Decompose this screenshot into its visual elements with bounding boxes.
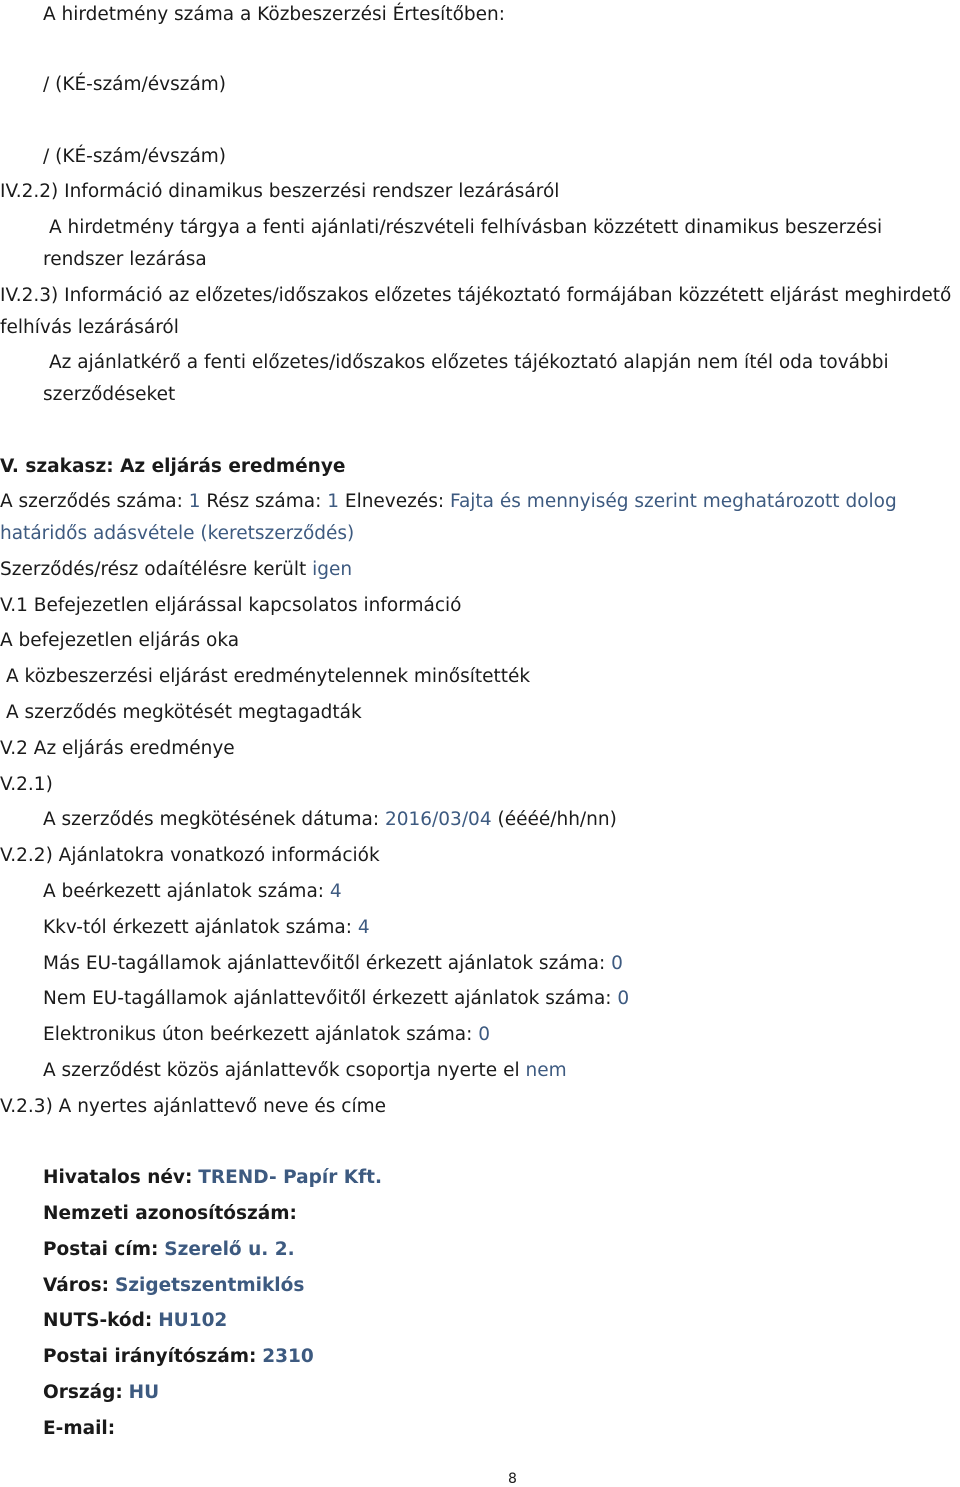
ke-reference: / (KÉ-szám/évszám): [43, 74, 227, 95]
ke-reference: / (KÉ-szám/évszám): [43, 146, 227, 167]
contract-date-label: A szerződés megkötésének dátuma:: [43, 809, 380, 830]
refused-option: A szerződés megkötését megtagadták: [6, 702, 362, 723]
eu-offers-line: [43, 955, 623, 974]
contract-info-line: [0, 493, 897, 512]
v2-3-heading: V.2.3) A nyertes ajánlattevő neve és címe: [0, 1096, 387, 1117]
nuts-value: HU102: [158, 1310, 228, 1331]
national-id-line: [43, 1205, 297, 1224]
nuts-line: [43, 1312, 227, 1331]
notice-number-label: A hirdetmény száma a Közbeszerzési Értesítőben:: [43, 4, 505, 25]
v2-1-label: V.2.1): [0, 774, 53, 795]
page-number: 8: [508, 1471, 517, 1487]
city-label: Város:: [43, 1275, 110, 1296]
eu-offers-label: Más EU-tagállamok ajánlattevőitől érkezett ajánlatok száma:: [43, 953, 606, 974]
part-number-label: Rész száma:: [206, 491, 322, 512]
unsuccessful-option: A közbeszerzési eljárást eredménytelennek minősítették: [6, 666, 531, 687]
postcode-value: 2310: [262, 1346, 314, 1367]
electronic-offers-value: 0: [478, 1024, 491, 1045]
postal-address-label: Postai cím:: [43, 1239, 159, 1260]
name-value: Fajta és mennyiség szerint meghatározott dolog: [450, 491, 897, 512]
offers-received-value: 4: [329, 881, 342, 902]
postal-address-line: [43, 1241, 295, 1260]
sme-offers-label: Kkv-tól érkezett ajánlatok száma:: [43, 917, 352, 938]
group-won-line: [43, 1062, 567, 1081]
postcode-line: [43, 1348, 314, 1367]
email-line: [43, 1420, 115, 1439]
city-value: Szigetszentmiklós: [114, 1275, 305, 1296]
eu-offers-value: 0: [611, 953, 623, 974]
section-v-heading: V. szakasz: Az eljárás eredménye: [0, 456, 346, 477]
national-id-label: Nemzeti azonosítószám:: [43, 1203, 297, 1224]
sme-offers-value: 4: [357, 917, 370, 938]
non-eu-offers-value: 0: [617, 988, 630, 1009]
nuts-label: NUTS-kód:: [43, 1310, 153, 1331]
country-line: [43, 1384, 159, 1403]
non-eu-offers-label: Nem EU-tagállamok ajánlattevőitől érkezett ajánlatok száma:: [43, 988, 612, 1009]
awarded-line: [0, 561, 352, 580]
non-eu-offers-line: [43, 990, 629, 1009]
country-value: HU: [128, 1382, 160, 1403]
iv-2-2-text: A hirdetmény tárgya a fenti ajánlati/részvételi felhívásban közzétett dinamikus beszerzési: [49, 217, 883, 238]
official-name-label: Hivatalos név:: [43, 1167, 193, 1188]
contract-number-value: 1: [188, 491, 201, 512]
electronic-offers-label: Elektronikus úton beérkezett ajánlatok száma:: [43, 1024, 473, 1045]
v1-heading: V.1 Befejezetlen eljárással kapcsolatos információ: [0, 595, 462, 616]
city-line: [43, 1277, 304, 1296]
postcode-label: Postai irányítószám:: [43, 1346, 257, 1367]
awarded-value: igen: [312, 559, 353, 580]
iv-2-3-text: Az ajánlatkérő a fenti előzetes/időszakos előzetes tájékoztató alapján nem ítél oda további: [49, 352, 889, 373]
unfinished-reason: A befejezetlen eljárás oka: [0, 630, 240, 651]
awarded-label: Szerződés/rész odaítélésre került: [0, 559, 307, 580]
group-won-value: nem: [525, 1060, 567, 1081]
official-name-value: TREND- Papír Kft.: [198, 1167, 383, 1188]
v2-2-heading: V.2.2) Ajánlatokra vonatkozó információk: [0, 845, 380, 866]
offers-received-label: A beérkezett ajánlatok száma:: [43, 881, 325, 902]
iv-2-2-text-cont: rendszer lezárása: [43, 249, 207, 270]
postal-address-value: Szerelő u. 2.: [164, 1239, 295, 1260]
iv-2-3-text-cont: szerződéseket: [43, 384, 176, 405]
contract-date-line: [43, 811, 617, 830]
country-label: Ország:: [43, 1382, 123, 1403]
iv-2-2-heading: IV.2.2) Információ dinamikus beszerzési rendszer lezárásáról: [0, 181, 560, 202]
offers-received-line: [43, 883, 342, 902]
email-label: E-mail:: [43, 1418, 116, 1439]
name-value-cont: határidős adásvétele (keretszerződés): [0, 523, 355, 544]
iv-2-3-heading: IV.2.3) Információ az előzetes/időszakos előzetes tájékoztató formájában közzétett eljárást meghirdető: [0, 285, 952, 306]
electronic-offers-line: [43, 1026, 490, 1045]
part-number-value: 1: [327, 491, 339, 512]
name-label: Elnevezés:: [344, 491, 445, 512]
sme-offers-line: [43, 919, 370, 938]
contract-date-value: 2016/03/04: [384, 809, 492, 830]
official-name-line: [43, 1169, 382, 1188]
contract-date-format: (éééé/hh/nn): [497, 809, 617, 830]
group-won-label: A szerződést közös ajánlattevők csoportja nyerte el: [43, 1060, 520, 1081]
contract-number-label: A szerződés száma:: [0, 491, 183, 512]
v2-heading: V.2 Az eljárás eredménye: [0, 738, 235, 759]
iv-2-3-heading-cont: felhívás lezárásáról: [0, 317, 179, 338]
